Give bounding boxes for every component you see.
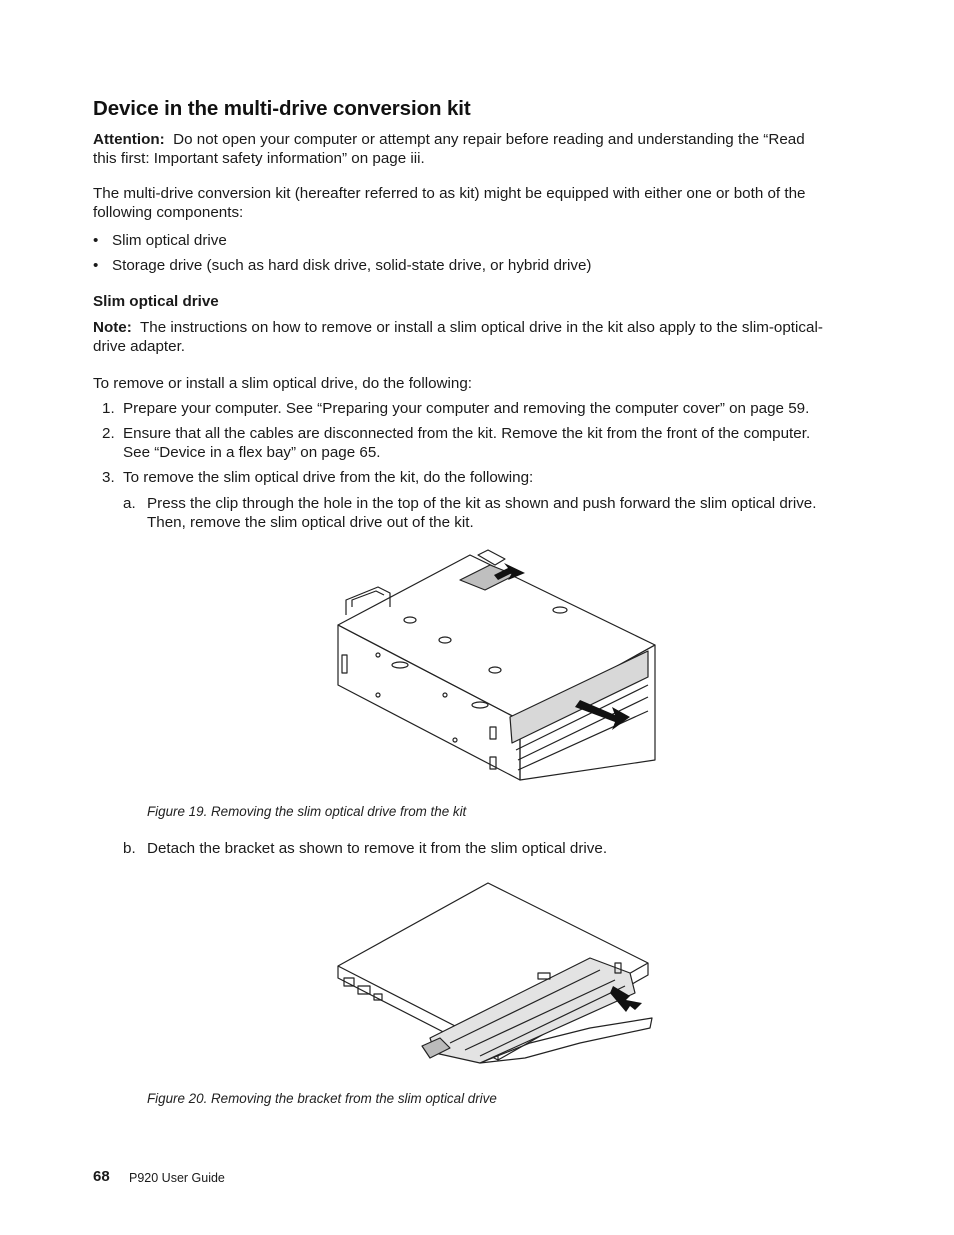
bullet-icon: • <box>93 257 99 274</box>
substep-letter: b. <box>123 840 136 857</box>
attention-label: Attention: <box>93 131 165 148</box>
step-text-line-1: Ensure that all the cables are disconnected from the kit. Remove the kit from the front of the computer. <box>123 425 811 442</box>
step-number: 3. <box>102 469 115 486</box>
step-number: 1. <box>102 400 115 417</box>
list-item-text: Storage drive (such as hard disk drive, solid-state drive, or hybrid drive) <box>112 257 592 274</box>
substep-text-line-1: Press the clip through the hole in the top of the kit as shown and push forward the slim optical drive. <box>147 495 817 512</box>
attention-line-2: this first: Important safety information” on page iii. <box>93 149 425 167</box>
attention-paragraph <box>93 131 853 168</box>
step-number: 2. <box>102 425 115 442</box>
intro-line-1: The multi-drive conversion kit (hereafter referred to as kit) might be equipped with either one or both of the <box>93 185 806 202</box>
page-title: Device in the multi-drive conversion kit <box>93 97 471 120</box>
intro-line-2: following components: <box>93 203 244 221</box>
note-line-1: The instructions on how to remove or install a slim optical drive in the kit also apply to the slim-optical- <box>139 319 823 336</box>
pull-arrow-icon <box>575 700 630 730</box>
substep-text: Detach the bracket as shown to remove it from the slim optical drive. <box>147 840 608 857</box>
step-text: Prepare your computer. See “Preparing your computer and removing the computer cover” on page 59. <box>123 400 810 417</box>
substep-text-line-2: Then, remove the slim optical drive out of the kit. <box>147 513 474 531</box>
figure-20-caption: Figure 20. Removing the bracket from the slim optical drive <box>147 1091 497 1106</box>
note-paragraph <box>93 319 853 356</box>
footer-doc-title: P920 User Guide <box>129 1171 225 1185</box>
figure-20-illustration <box>330 878 660 1073</box>
procedure-intro: To remove or install a slim optical drive, do the following: <box>93 375 473 392</box>
attention-line-1: Do not open your computer or attempt any repair before reading and understanding the “Read <box>173 131 805 148</box>
step-text <box>123 425 843 462</box>
step-text: To remove the slim optical drive from the kit, do the following: <box>123 469 534 486</box>
substep-text <box>147 495 843 532</box>
section-heading: Slim optical drive <box>93 293 219 310</box>
step-text-line-2: See “Device in a flex bay” on page 65. <box>123 443 381 461</box>
note-line-2: drive adapter. <box>93 337 186 355</box>
intro-paragraph <box>93 185 853 222</box>
page-number: 68 <box>93 1168 110 1185</box>
figure-19-caption: Figure 19. Removing the slim optical drive from the kit <box>147 804 467 819</box>
list-item-text: Slim optical drive <box>112 232 227 249</box>
bullet-icon: • <box>93 232 99 249</box>
note-label: Note: <box>93 319 132 336</box>
substep-letter: a. <box>123 495 136 512</box>
figure-19-illustration <box>330 545 660 785</box>
